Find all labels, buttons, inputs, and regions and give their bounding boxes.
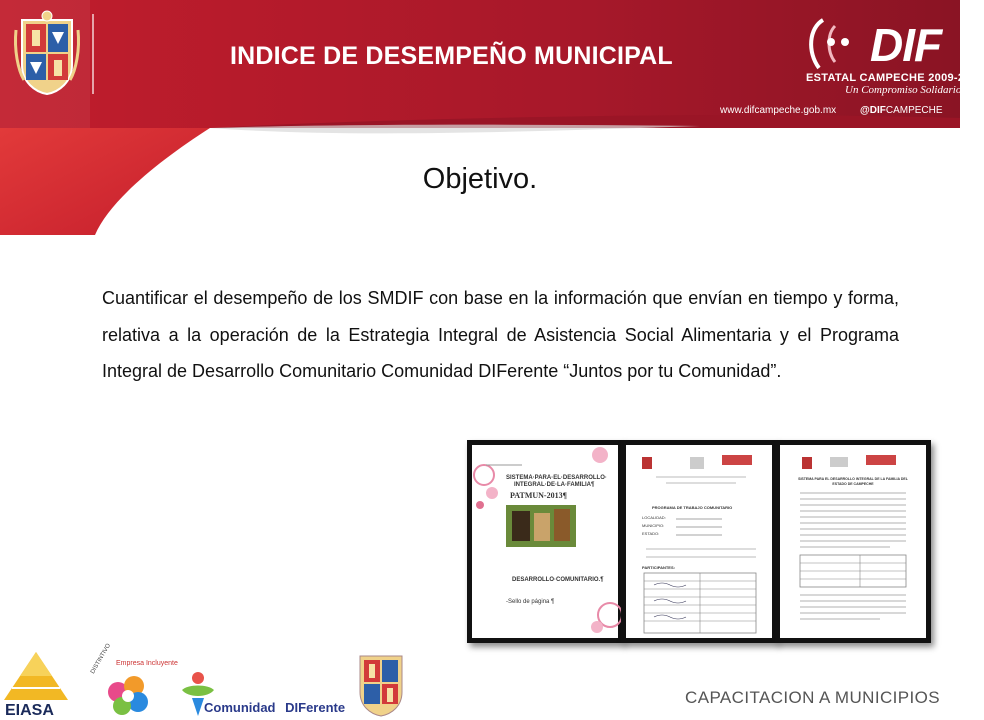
crest-divider [92,14,94,94]
campeche-crest-icon [14,10,80,96]
social-prefix: @DIF [860,105,886,116]
comunidad-diferente-logo [178,668,346,718]
footer-caption: CAPACITACION A MUNICIPIOS [685,688,940,707]
empresa-label: Empresa Incluyente [116,660,178,667]
floral-decoration-icon [472,445,618,638]
doc2-heading: PROGRAMA DE TRABAJO COMUNITARIO [652,505,733,510]
doc1-stamp: -Sello de página ¶ [506,599,555,605]
doc1-title-line1: SISTEMA·PARA·EL·DESARROLLO· [506,475,607,481]
campeche-crest-footer-icon [356,650,406,718]
document-thumbnail-2 [621,440,777,643]
text-lines-decoration [780,445,926,638]
doc3-heading: SISTEMA PARA EL DESARROLLO INTEGRAL DE LA FAMILIA DEL ESTADO DE CAMPECHE [798,477,908,486]
distintivo-label: DISTINTIVO [90,642,113,675]
form-lines-decoration [626,445,772,638]
document-thumbnail-3 [775,440,931,643]
doc2-field-localidad: LOCALIDAD: [642,515,666,520]
distintivo-logo [88,642,178,720]
website-link[interactable]: www.difcampeche.gob.mx [720,105,837,116]
social-suffix: CAMPECHE [885,105,943,116]
eiasa-logo [2,650,70,720]
comunidad-label: Comunidad [204,700,276,715]
doc2-participants: PARTICIPANTES: [642,565,675,570]
eiasa-label: EIASA [5,702,54,719]
section-heading: Objetivo. [422,163,538,195]
comunidad-text [204,700,345,715]
dif-brand-motto: Un Compromiso Solidario [845,84,962,96]
doc2-field-estado: ESTADO: [642,531,660,536]
dif-brand-subtitle: ESTATAL CAMPECHE 2009-2015 [806,72,984,84]
doc1-section: DESARROLLO·COMUNITARIO.¶ [512,577,604,583]
page-title: INDICE DE DESEMPEÑO MUNICIPAL [230,42,673,70]
social-handle[interactable] [860,105,943,116]
doc2-field-municipio: MUNICIPIO: [642,523,665,528]
diferente-label: DIFerente [285,700,346,715]
dif-brand-name: DIF [870,19,942,71]
doc1-code: PATMUN-2013¶ [510,491,567,500]
document-thumbnail-1 [467,440,623,643]
objective-paragraph: Cuantificar el desempeño de los SMDIF con base en la información que envían en tiempo y forma, relativa a la operación de la Estrategia Integral de Asistencia Social Alimentaria y el Programa Integral de Desarrollo Comunitario Comunidad DIFerente “Juntos por tu Comunidad”. [102,288,899,381]
doc1-title-line2: INTEGRAL·DE·LA·FAMILIA¶ [514,482,595,488]
eiasa-pyramid-icon [2,650,70,702]
